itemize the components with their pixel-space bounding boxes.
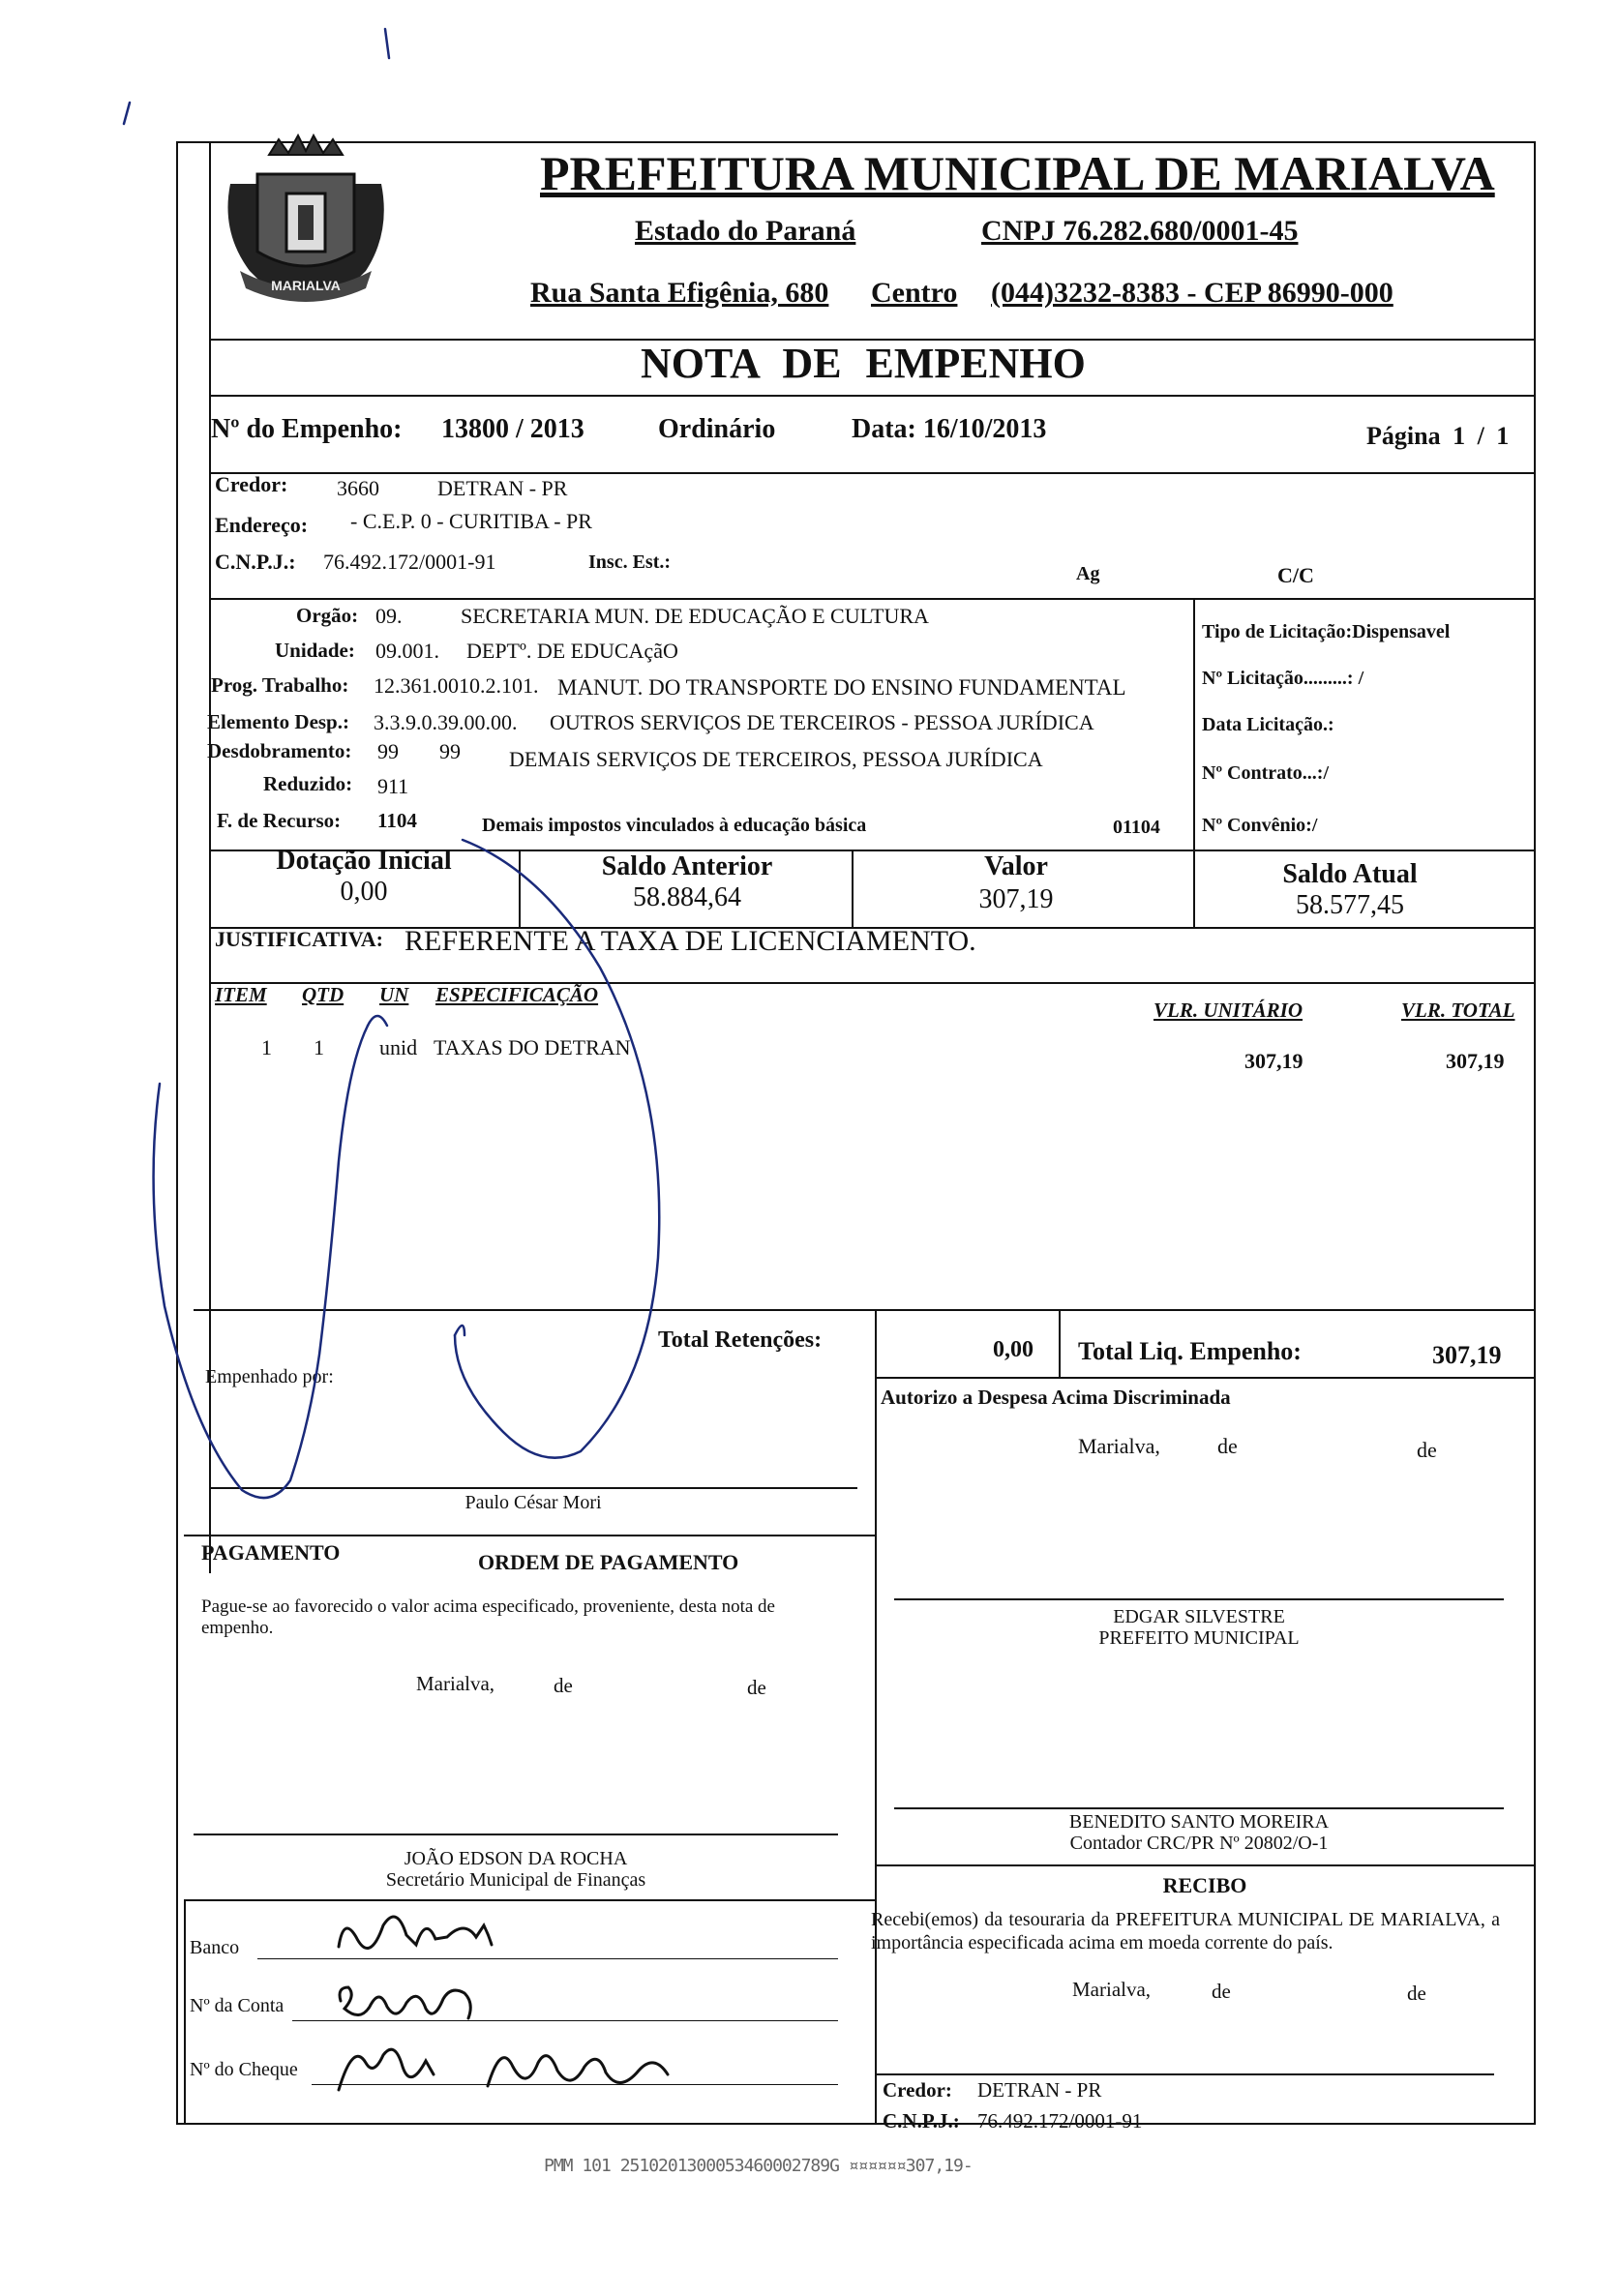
fonte-recurso-name: Demais impostos vinculados à educação básica [482, 815, 867, 836]
unidade-name: DEPTº. DE EDUCAçãO [466, 639, 678, 663]
municipal-crest-image [211, 126, 401, 304]
pagamento-de: de [747, 1676, 766, 1699]
endereco-label: Endereço: [215, 513, 309, 537]
divider [1059, 1309, 1061, 1377]
cc-label: C/C [1277, 563, 1314, 587]
total-retencoes-label: Total Retenções: [658, 1327, 823, 1353]
prog-trabalho-name: MANUT. DO TRANSPORTE DO ENSINO FUNDAMENTAL [557, 675, 1126, 700]
numero-convenio: Nº Convênio:/ [1202, 815, 1318, 836]
dotacao-inicial-label: Dotação Inicial [276, 846, 452, 876]
recibo-credor-label: Credor: [883, 2078, 952, 2102]
empenhado-nome: Paulo César Mori [464, 1492, 602, 1513]
contador-cargo: Contador CRC/PR Nº 20802/O-1 [1069, 1833, 1329, 1854]
row-total-value: 307,19 [1446, 1049, 1505, 1073]
recibo-title: RECIBO [1162, 1873, 1247, 1897]
divider [519, 850, 521, 927]
orgao-label: Orgão: [296, 604, 359, 627]
recibo-credor: DETRAN - PR [977, 2078, 1102, 2102]
justificativa-text: REFERENTE A TAXA DE LICENCIAMENTO. [404, 925, 976, 957]
saldo-atual-label: Saldo Atual [1282, 859, 1418, 889]
divider [894, 1598, 1504, 1600]
ordem-pagamento-title: ORDEM DE PAGAMENTO [478, 1550, 739, 1574]
row-unit-value: 307,19 [1244, 1049, 1303, 1073]
fonte-recurso-code2: 01104 [1113, 817, 1160, 838]
fonte-recurso-label: F. de Recurso: [217, 809, 342, 832]
reduzido-code: 911 [377, 774, 409, 798]
desdobramento-code1: 99 [377, 739, 399, 763]
row-qtd: 1 [314, 1035, 324, 1059]
divider [875, 1864, 1535, 1866]
divider [194, 1834, 838, 1835]
divider [875, 1309, 877, 2125]
mechanical-stamp: PMM 101 2510201300053460002789G ¤¤¤¤¤¤307,19- [544, 2156, 973, 2176]
divider [194, 1309, 1535, 1311]
prog-trabalho-label: Prog. Trabalho: [211, 673, 349, 697]
desdobramento-name: DEMAIS SERVIÇOS DE TERCEIROS, PESSOA JURÍDICA [509, 747, 1043, 771]
state-name: Estado do Paraná [635, 215, 856, 247]
col-header-un: UN [379, 983, 409, 1006]
cheque-field[interactable] [312, 2084, 838, 2085]
empenho-number: 13800 / 2013 [441, 414, 584, 444]
credor-name: DETRAN - PR [437, 476, 568, 500]
empenhado-por-label: Empenhado por: [205, 1366, 334, 1387]
divider [875, 1377, 1535, 1379]
secretario-nome: JOÃO EDSON DA ROCHA [404, 1848, 628, 1869]
cnpj-header: CNPJ 76.282.680/0001-45 [981, 215, 1299, 247]
saldo-atual-value: 58.577,45 [1296, 890, 1404, 920]
recibo-marialva: Marialva, [1072, 1978, 1152, 2001]
document-title: NOTA DE EMPENHO [641, 340, 1086, 387]
total-liq-value: 307,19 [1432, 1341, 1502, 1369]
unidade-code: 09.001. [375, 639, 439, 663]
autorizo-text: Autorizo a Despesa Acima Discriminada [881, 1386, 1231, 1409]
credor-label: Credor: [215, 472, 288, 496]
valor-value: 307,19 [978, 884, 1054, 914]
marialva-label: Marialva, [1078, 1434, 1160, 1458]
numero-contrato: Nº Contrato...:/ [1202, 762, 1330, 784]
empenho-date: Data: 16/10/2013 [852, 414, 1047, 444]
data-licitacao: Data Licitação.: [1202, 714, 1334, 735]
divider [184, 1899, 875, 1901]
divider [184, 1899, 186, 2125]
endereco-value: - C.E.P. 0 - CURITIBA - PR [350, 509, 592, 533]
phone-cep: (044)3232-8383 - CEP 86990-000 [991, 277, 1393, 309]
divider [209, 141, 211, 1573]
col-header-vlr-unitario: VLR. UNITÁRIO [1154, 999, 1303, 1022]
contador-nome: BENEDITO SANTO MOREIRA [1068, 1811, 1330, 1833]
total-retencoes-value: 0,00 [993, 1337, 1034, 1362]
col-header-especificacao: ESPECIFICAÇÃO [435, 983, 599, 1006]
col-header-item: ITEM [215, 983, 267, 1006]
prefeito-cargo: PREFEITO MUNICIPAL [1098, 1627, 1300, 1649]
insc-est-label: Insc. Est.: [588, 552, 672, 573]
saldo-anterior-value: 58.884,64 [633, 882, 741, 912]
pagamento-label: PAGAMENTO [201, 1540, 341, 1565]
recibo-cnpj: 76.492.172/0001-91 [977, 2109, 1143, 2132]
page-title: PREFEITURA MUNICIPAL DE MARIALVA [540, 146, 1495, 200]
unidade-label: Unidade: [275, 639, 355, 662]
elemento-label: Elemento Desp.: [207, 710, 349, 733]
orgao-code: 09. [375, 604, 403, 628]
credor-code: 3660 [337, 476, 379, 500]
date-de: de [1217, 1434, 1238, 1458]
dotacao-inicial-value: 0,00 [340, 877, 388, 907]
empenho-type: Ordinário [658, 414, 776, 444]
prog-trabalho-code: 12.361.0010.2.101. [374, 673, 539, 698]
col-header-qtd: QTD [302, 983, 345, 1006]
divider [209, 395, 1535, 397]
total-liq-label: Total Liq. Empenho: [1078, 1337, 1302, 1365]
valor-label: Valor [984, 851, 1048, 881]
recibo-de: de [1407, 1982, 1426, 2005]
saldo-anterior-label: Saldo Anterior [601, 851, 773, 881]
pagamento-marialva: Marialva, [416, 1672, 495, 1695]
col-header-vlr-total: VLR. TOTAL [1401, 999, 1515, 1022]
recibo-text: Recebi(emos) da tesouraria da PREFEITURA MUNICIPAL DE MARIALVA, a importância especificada acima em moeda corrente do país. [871, 1909, 1500, 1953]
divider [1193, 598, 1195, 850]
divider [184, 1535, 875, 1536]
desdobramento-label: Desdobramento: [207, 739, 352, 762]
divider [852, 850, 854, 927]
recibo-cnpj-label: C.N.P.J.: [883, 2109, 960, 2132]
divider [209, 472, 1535, 474]
row-un: unid [379, 1035, 418, 1059]
svg-text:MARIALVA: MARIALVA [271, 278, 341, 293]
cnpj-label: C.N.P.J.: [215, 550, 296, 574]
row-item: 1 [261, 1035, 272, 1059]
elemento-code: 3.3.9.0.39.00.00. [374, 710, 518, 734]
justificativa-label: JUSTIFICATIVA: [215, 927, 384, 951]
conta-label: Nº da Conta [190, 1995, 285, 2016]
divider [894, 1807, 1504, 1809]
conta-field[interactable] [292, 2020, 838, 2021]
desdobramento-code2: 99 [439, 739, 461, 763]
secretario-cargo: Secretário Municipal de Finanças [385, 1869, 646, 1891]
elemento-name: OUTROS SERVIÇOS DE TERCEIROS - PESSOA JURÍDICA [550, 710, 1094, 734]
numero-licitacao: Nº Licitação.........: / [1202, 668, 1364, 689]
pagamento-text: Pague-se ao favorecido o valor acima especificado, proveniente, desta nota de empenho. [201, 1596, 775, 1638]
banco-field[interactable] [257, 1958, 838, 1959]
cnpj-value: 76.492.172/0001-91 [323, 550, 496, 574]
divider [875, 2073, 1494, 2075]
district: Centro [871, 277, 958, 309]
row-spec: TAXAS DO DETRAN [434, 1035, 631, 1059]
recibo-de: de [1212, 1980, 1231, 2003]
cheque-label: Nº do Cheque [190, 2059, 298, 2080]
orgao-name: SECRETARIA MUN. DE EDUCAÇÃO E CULTURA [461, 604, 929, 628]
tipo-licitacao: Tipo de Licitação:Dispensavel [1202, 621, 1451, 642]
divider [209, 598, 1535, 600]
reduzido-label: Reduzido: [263, 772, 353, 795]
divider [209, 1487, 857, 1489]
page-number: Página 1 / 1 [1366, 422, 1510, 450]
ag-label: Ag [1076, 563, 1100, 584]
prefeito-nome: EDGAR SILVESTRE [1113, 1606, 1285, 1627]
banco-label: Banco [190, 1937, 240, 1958]
divider [1193, 850, 1195, 927]
pagamento-de: de [554, 1674, 573, 1697]
empenho-number-label: Nº do Empenho: [211, 414, 403, 444]
address: Rua Santa Efigênia, 680 [530, 277, 829, 309]
date-de: de [1417, 1438, 1437, 1462]
fonte-recurso-code: 1104 [377, 809, 417, 832]
